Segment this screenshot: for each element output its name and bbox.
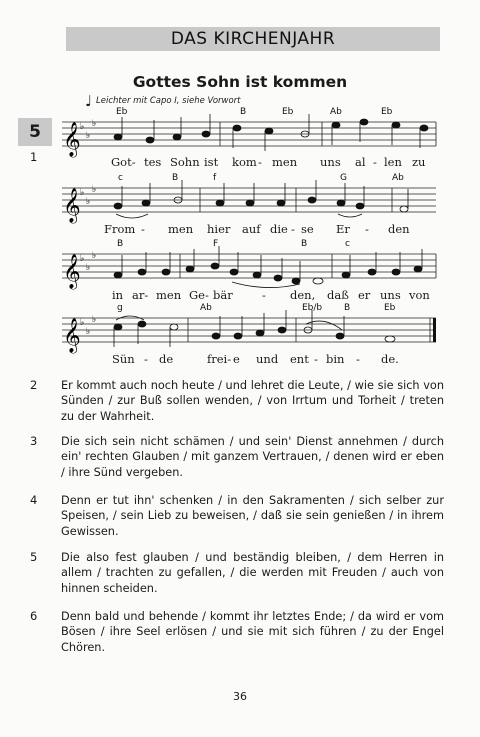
lyric-syllable: kom bbox=[232, 155, 257, 169]
svg-text:♭: ♭ bbox=[80, 318, 85, 328]
lyric-syllable: - bbox=[356, 352, 360, 366]
tempo-marking: Leichter mit Capo I, siehe Vorwort bbox=[96, 96, 241, 106]
lyric-syllable: Sohn bbox=[170, 155, 200, 169]
lyric-syllable: die bbox=[270, 222, 288, 236]
lyric-syllable: tes bbox=[144, 155, 162, 169]
chord-symbol: Eb/b bbox=[302, 303, 323, 313]
lyric-syllable: frei- bbox=[207, 352, 232, 366]
lyric-syllable: auf bbox=[242, 222, 261, 236]
lyric-syllable: se bbox=[301, 222, 314, 236]
lyric-syllable: zu bbox=[412, 155, 426, 169]
chord-symbol: Ab bbox=[200, 303, 212, 313]
lyric-syllable: uns bbox=[380, 288, 401, 302]
chord-symbol: G bbox=[340, 173, 347, 183]
lyric-syllable: men bbox=[156, 288, 182, 302]
chord-symbol: g bbox=[117, 303, 123, 313]
lyric-syllable: - bbox=[144, 352, 148, 366]
lyric-syllable: hier bbox=[207, 222, 231, 236]
lyric-syllable: - bbox=[205, 288, 209, 302]
chord-symbol: Eb bbox=[381, 107, 393, 117]
stanza-text: Die sich sein nicht schämen / und sein' Dienst annehmen / durch ein' rechten Glauben / mit ganzem Vertrauen, / denen wird er eben / ihre Sünd vergeben. bbox=[61, 435, 444, 479]
lyric-syllable: in bbox=[112, 288, 124, 302]
lyric-syllable: - bbox=[365, 222, 369, 236]
lyric-syllable: - bbox=[258, 155, 262, 169]
chord-symbol: Eb bbox=[282, 107, 294, 117]
lyric-syllable: - bbox=[314, 352, 318, 366]
lyric-syllable: Got- bbox=[111, 155, 136, 169]
svg-text:♭: ♭ bbox=[86, 131, 91, 141]
lyric-syllable: bin bbox=[326, 352, 345, 366]
lyric-syllable: ent bbox=[290, 352, 309, 366]
svg-text:♭: ♭ bbox=[92, 119, 97, 129]
lyric-syllable: - bbox=[373, 155, 377, 169]
svg-text:♭: ♭ bbox=[80, 122, 85, 132]
stanza-number: 5 bbox=[30, 550, 38, 564]
lyric-syllable: men bbox=[272, 155, 298, 169]
lyric-syllable: men bbox=[168, 222, 194, 236]
section-header: DAS KIRCHENJAHR bbox=[66, 27, 440, 51]
chord-symbol: F bbox=[213, 239, 219, 249]
chord-symbol: B bbox=[240, 107, 247, 117]
svg-text:♭: ♭ bbox=[86, 197, 91, 207]
svg-text:𝄞: 𝄞 bbox=[63, 122, 81, 157]
lyric-syllable: len bbox=[384, 155, 402, 169]
chord-symbol: B bbox=[172, 173, 179, 183]
svg-text:♭: ♭ bbox=[92, 185, 97, 195]
chord-symbol: B bbox=[301, 239, 308, 249]
lyric-syllable: - bbox=[262, 288, 266, 302]
svg-text:𝄞: 𝄞 bbox=[63, 188, 81, 223]
lyric-syllable: Sün bbox=[112, 352, 135, 366]
lyric-syllable: er bbox=[358, 288, 371, 302]
lyric-syllable: e bbox=[233, 352, 240, 366]
svg-text:♭: ♭ bbox=[86, 327, 91, 337]
lyric-syllable: de. bbox=[381, 352, 399, 366]
lyric-syllable: uns bbox=[320, 155, 341, 169]
song-number: 5 bbox=[18, 118, 52, 146]
svg-text:♭: ♭ bbox=[92, 251, 97, 261]
stanza-number: 2 bbox=[30, 378, 38, 392]
stanza-number: 4 bbox=[30, 493, 38, 507]
stanza-text: Denn er tut ihn' schenken / in den Sakramenten / sich selber zur Speisen, / sein Lieb zu beweisen, / daß sie sein genießen / in ihrem Gewissen. bbox=[61, 494, 444, 538]
lyric-syllable: - bbox=[291, 222, 295, 236]
chord-symbol: c bbox=[345, 239, 350, 249]
lyric-syllable: bär bbox=[213, 288, 233, 302]
lyric-syllable: den, bbox=[290, 288, 316, 302]
lyric-syllable: und bbox=[256, 352, 279, 366]
svg-text:𝄞: 𝄞 bbox=[63, 254, 81, 289]
stanza-text: Die also fest glauben / und beständig bleiben, / dem Herren in allem / trachten zu gefallen, / die werden mit Freuden / auch von hinnen scheiden. bbox=[61, 551, 444, 595]
chord-symbol: f bbox=[213, 173, 217, 183]
svg-text:♭: ♭ bbox=[80, 188, 85, 198]
stanza-text: Er kommt auch noch heute / und lehret die Leute, / wie sie sich von Sünden / zur Buß sollen wenden, / von Irrtum und Torheit / treten zu der Wahrheit. bbox=[61, 379, 444, 423]
lyric-syllable: ar- bbox=[132, 288, 149, 302]
song-title: Gottes Sohn ist kommen bbox=[132, 73, 348, 91]
svg-text:♭: ♭ bbox=[92, 315, 97, 325]
stanza-number: 6 bbox=[30, 609, 38, 623]
lyric-syllable: von bbox=[409, 288, 430, 302]
svg-text:♭: ♭ bbox=[80, 254, 85, 264]
lyric-syllable: al bbox=[355, 155, 366, 169]
chord-symbol: Eb bbox=[116, 107, 128, 117]
chord-symbol: c bbox=[118, 173, 123, 183]
lyric-syllable: Er bbox=[336, 222, 350, 236]
lyric-syllable: den bbox=[388, 222, 410, 236]
verse-number: 1 bbox=[30, 150, 38, 164]
chord-symbol: Eb bbox=[384, 303, 396, 313]
lyric-syllable: de bbox=[159, 352, 174, 366]
page-number: 36 bbox=[233, 690, 247, 703]
lyric-syllable: Ge bbox=[189, 288, 205, 302]
stanza-number: 3 bbox=[30, 434, 38, 448]
lyric-syllable: - bbox=[141, 222, 145, 236]
chord-symbol: B bbox=[117, 239, 124, 249]
lyric-syllable: ist bbox=[204, 155, 219, 169]
quarter-note-icon: ♩ bbox=[85, 92, 93, 110]
lyric-syllable: From bbox=[104, 222, 136, 236]
lyric-syllable: daß bbox=[327, 288, 349, 302]
stanza-text: Denn bald und behende / kommt ihr letztes Ende; / da wird er vom Bösen / ihre Seel erlösen / und sie mit sich führen / zu der Engel Chören. bbox=[61, 610, 444, 654]
svg-text:𝄞: 𝄞 bbox=[63, 318, 81, 353]
chord-symbol: Ab bbox=[392, 173, 404, 183]
svg-text:♭: ♭ bbox=[86, 263, 91, 273]
chord-symbol: Ab bbox=[330, 107, 342, 117]
chord-symbol: B bbox=[344, 303, 351, 313]
